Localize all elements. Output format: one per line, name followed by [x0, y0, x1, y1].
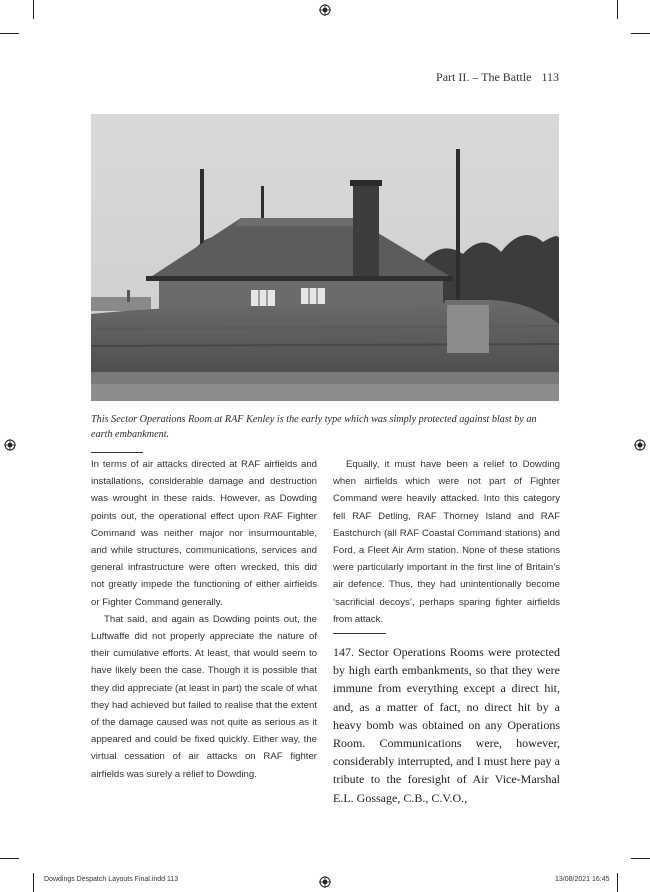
crop-mark — [0, 858, 19, 859]
sector-operations-room-photo — [91, 114, 559, 401]
left-paragraph-1: In terms of air attacks directed at RAF airfields and installations, considerable damage and destruction was wrought in these raids. However, as Dowding points out, the operational effect upon RAF Fighter Command was neither major nor insurmountable, and while structures, communications, services and general infrastructure were often wrecked, this did not greatly impede the functioning of either airfields or Fighter Command generally. — [91, 459, 317, 608]
photo-caption: This Sector Operations Room at RAF Kenley is the early type which was simply protected against blast by an earth embankment. — [91, 414, 537, 440]
crop-mark — [617, 0, 618, 19]
left-paragraph-2: That said, and again as Dowding points out, the Luftwaffe did not properly appreciate the nature of their cumulative efforts. At least, that would seem to have likely been the case. Though it is possible that they did appreciate (at least in part) the scale of what they had achieved but failed to realise that the extent of the damage caused was not quite as serious as it appeared and could be fixed quickly. Either way, the virtual cessation of air attacks on RAF fighter airfields was surely a relief to Dowding. — [91, 613, 317, 780]
crop-mark — [33, 0, 34, 19]
running-header-section: Part II. – The Battle — [436, 70, 532, 84]
slug-timestamp: 13/08/2021 16:45 — [555, 876, 610, 883]
section-divider — [333, 633, 386, 634]
caption-divider — [91, 452, 143, 453]
page-number: 113 — [541, 70, 559, 84]
registration-mark-icon — [319, 4, 331, 16]
left-column — [91, 456, 317, 783]
registration-mark-icon — [4, 439, 16, 451]
crop-mark — [631, 33, 650, 34]
crop-mark — [0, 33, 19, 34]
dispatch-paragraph-147: 147. Sector Operations Rooms were protected by high earth embankments, so that they were immune from everything except a direct hit, and, as a matter of fact, no direct hit by a heavy bomb was obtained on any Operations Room. Communications were, however, considerably interrupted, and I must here pay a tribute to the foresight of Air Vice-Marshal E.L. Gossage, C.B., C.V.O., — [333, 645, 560, 805]
right-column — [333, 456, 560, 628]
registration-mark-icon — [319, 876, 331, 888]
crop-mark — [617, 873, 618, 892]
crop-mark — [631, 858, 650, 859]
crop-mark — [33, 873, 34, 892]
slug-file-name: Dowdings Despatch Layouts Final.indd 113 — [44, 876, 179, 883]
running-header — [436, 70, 559, 85]
registration-mark-icon — [634, 439, 646, 451]
right-paragraph-1: Equally, it must have been a relief to Dowding when airfields which were not part of Fighter Command were heavily attacked. Into this category fell RAF Detling, RAF Thorney Island and RAF Eastchurch (all RAF Coastal Command stations) and Ford, a Fleet Air Arm station. None of these stations were particularly important in the first line of Britain’s air defence. Thus, they had unintentionally become ‘sacrificial decoys’, perhaps sparing fighter airfields from attack. — [333, 459, 560, 625]
